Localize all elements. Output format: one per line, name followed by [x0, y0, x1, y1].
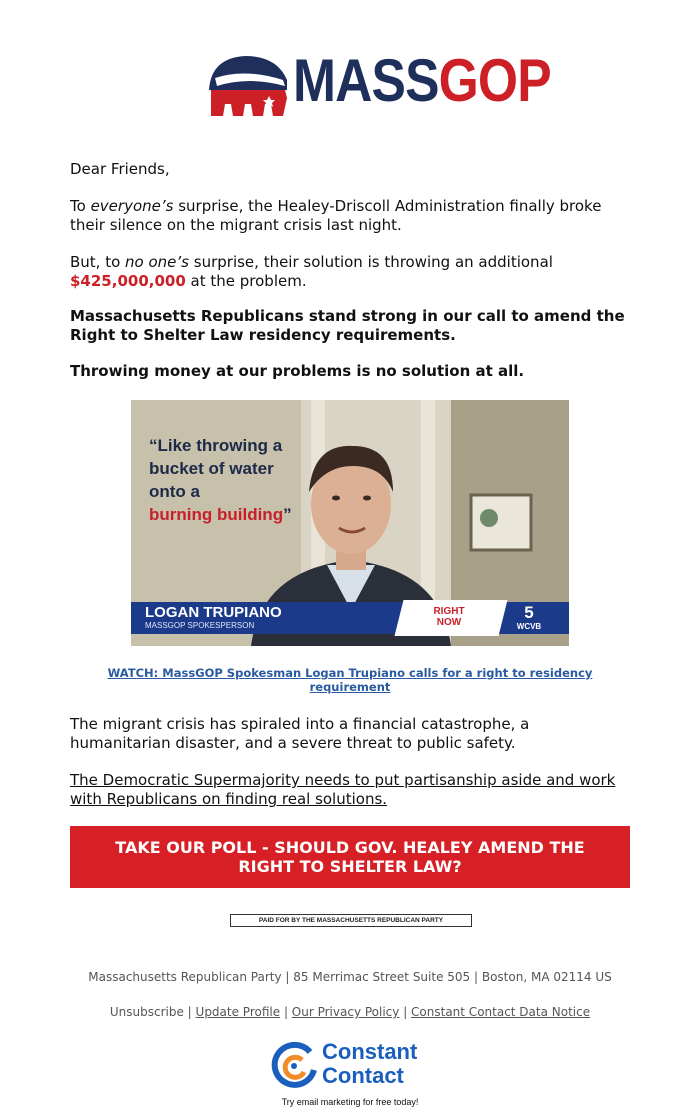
station-name: WCVB — [516, 622, 542, 631]
paid-for-disclaimer: PAID FOR BY THE MASSACHUSETTS REPUBLICAN PARTY — [230, 914, 472, 927]
p2-emphasis: no one’s — [125, 253, 189, 271]
constant-contact-icon — [270, 1042, 318, 1090]
privacy-policy-link[interactable]: Our Privacy Policy — [291, 1005, 400, 1019]
cc-word-1: Constant — [322, 1039, 418, 1064]
unsubscribe-link[interactable]: Unsubscribe — [109, 1005, 184, 1019]
paragraph-2 — [70, 253, 630, 291]
news-lower-third — [131, 602, 569, 634]
take-poll-button[interactable] — [70, 826, 630, 888]
funding-amount: $425,000,000 — [70, 272, 186, 290]
elephant-logo-icon — [205, 50, 291, 120]
video-quote — [149, 434, 292, 526]
constant-contact-logo[interactable] — [270, 1040, 440, 1090]
cc-tagline[interactable]: Try email marketing for free today! — [281, 1097, 419, 1107]
supermajority-link[interactable]: The Democratic Supermajority needs to put partisanship aside and work with Republicans on finding real solutions. — [70, 771, 616, 808]
p2-text-b: surprise, their solution is throwing an additional — [189, 253, 553, 271]
quote-line-3: onto a — [149, 482, 200, 501]
bold-statement-1: Massachusetts Republicans stand strong in our call to amend the Right to Shelter Law residency requirements. — [70, 307, 625, 344]
right-now-badge — [424, 606, 474, 628]
cc-word-2: Contact — [322, 1063, 404, 1088]
paragraph-1 — [70, 197, 630, 235]
speaker-title: MASSGOP SPOKESPERSON — [145, 621, 255, 630]
p2-text-c: at the problem. — [185, 272, 307, 290]
massgop-wordmark: MASSGOP — [293, 47, 551, 114]
link-separator: | — [183, 1005, 196, 1019]
footer-links — [0, 1005, 700, 1019]
constant-contact-wordmark — [322, 1040, 417, 1088]
bold-statement-2: Throwing money at our problems is no solution at all. — [70, 362, 525, 380]
video-thumbnail[interactable] — [131, 400, 569, 646]
p1-text-b: surprise, the Healey-Driscoll Administration finally broke their silence on the migrant crisis last night. — [70, 197, 602, 234]
channel-number: 5 — [524, 603, 534, 622]
take-poll-label: TAKE OUR POLL - SHOULD GOV. HEALEY AMEND THE RIGHT TO SHELTER LAW? — [115, 838, 585, 876]
update-profile-link[interactable]: Update Profile — [195, 1005, 281, 1019]
speaker-name: LOGAN TRUPIANO — [145, 604, 282, 621]
right-now-line-2: NOW — [436, 617, 462, 628]
footer-address: Massachusetts Republican Party | 85 Merrimac Street Suite 505 | Boston, MA 02114 US — [88, 970, 612, 984]
data-notice-link[interactable]: Constant Contact Data Notice — [411, 1005, 591, 1019]
wcvb-station-logo — [511, 604, 547, 631]
link-separator: | — [399, 1005, 412, 1019]
p2-text-a: But, to — [70, 253, 126, 271]
quote-end-mark: ” — [283, 505, 292, 524]
quote-line-2: bucket of water — [149, 459, 274, 478]
right-now-line-1: RIGHT — [433, 606, 465, 617]
p1-text-a: To — [70, 197, 91, 215]
p1-emphasis: everyone’s — [90, 197, 174, 215]
greeting: Dear Friends, — [70, 160, 170, 178]
quote-line-1: “Like throwing a — [149, 436, 283, 455]
paragraph-3: The migrant crisis has spiraled into a financial catastrophe, a humanitarian disaster, and a severe threat to public safety. — [70, 715, 530, 752]
link-separator: | — [280, 1005, 292, 1019]
massgop-logo[interactable] — [205, 46, 551, 120]
watch-video-link[interactable]: WATCH: MassGOP Spokesman Logan Trupiano calls for a right to residency requirement — [107, 666, 593, 694]
quote-line-4: burning building — [149, 505, 284, 524]
